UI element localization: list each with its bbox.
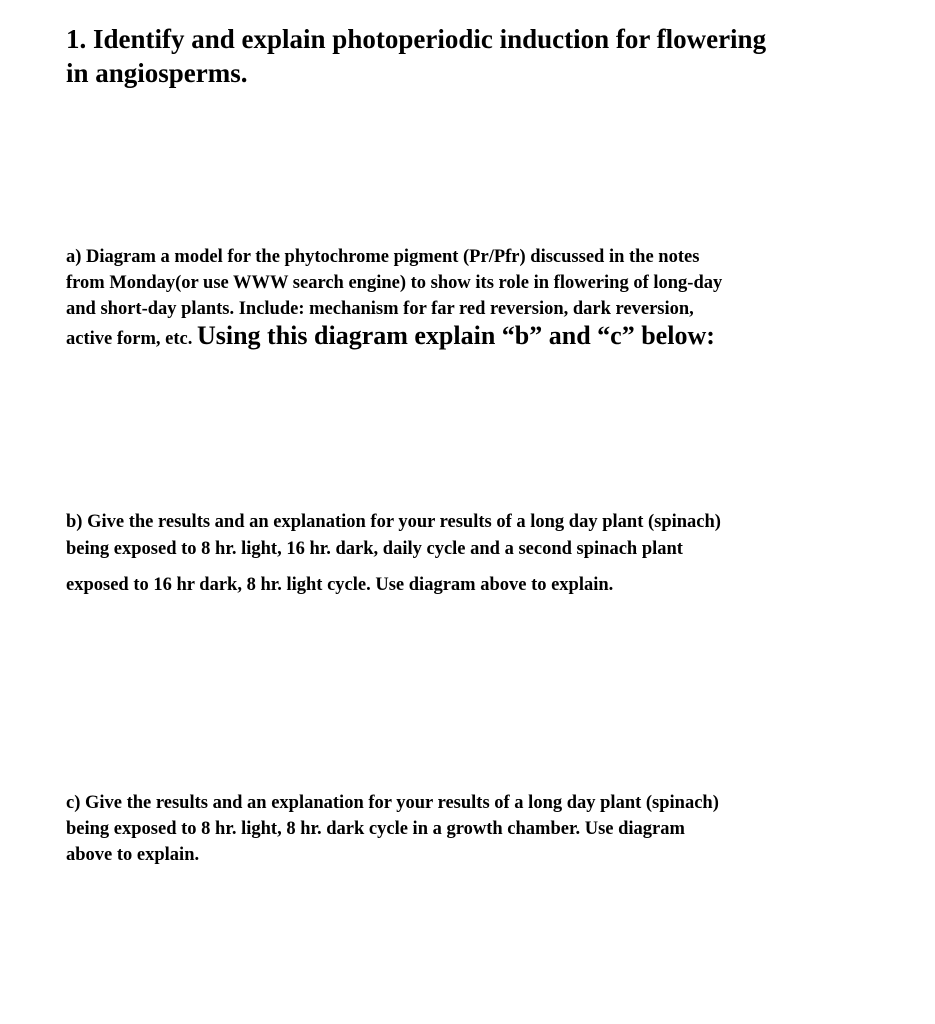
part-b-line-1: b) Give the results and an explanation for your results of a long day plant (spinach): [66, 512, 721, 532]
question-title: [66, 22, 886, 90]
part-a-line-4-small: active form, etc.: [66, 329, 197, 349]
part-a-line-1: a) Diagram a model for the phytochrome pigment (Pr/Pfr) discussed in the notes: [66, 247, 700, 267]
part-a-line-3: and short-day plants. Include: mechanism for far red reversion, dark reversion,: [66, 299, 694, 319]
part-a-line-4-large: Using this diagram explain “b” and “c” below:: [196, 321, 715, 350]
part-a: [66, 244, 722, 355]
part-a-line-4: [66, 320, 722, 355]
part-c-line-2: being exposed to 8 hr. light, 8 hr. dark cycle in a growth chamber. Use diagram: [66, 819, 685, 839]
part-b-line-2: being exposed to 8 hr. light, 16 hr. dark, daily cycle and a second spinach plant: [66, 539, 683, 559]
part-a-line-2: from Monday(or use WWW search engine) to show its role in flowering of long-day: [66, 273, 723, 293]
part-c: [66, 790, 719, 868]
part-b: [66, 509, 721, 599]
part-c-line-1: c) Give the results and an explanation for your results of a long day plant (spinach): [66, 793, 719, 813]
title-line-1: 1. Identify and explain photoperiodic induction for flowering: [66, 24, 767, 54]
part-c-line-3: above to explain.: [66, 845, 200, 865]
title-line-2: in angiosperms.: [66, 58, 248, 88]
part-b-line-3: exposed to 16 hr dark, 8 hr. light cycle. Use diagram above to explain.: [66, 575, 614, 595]
